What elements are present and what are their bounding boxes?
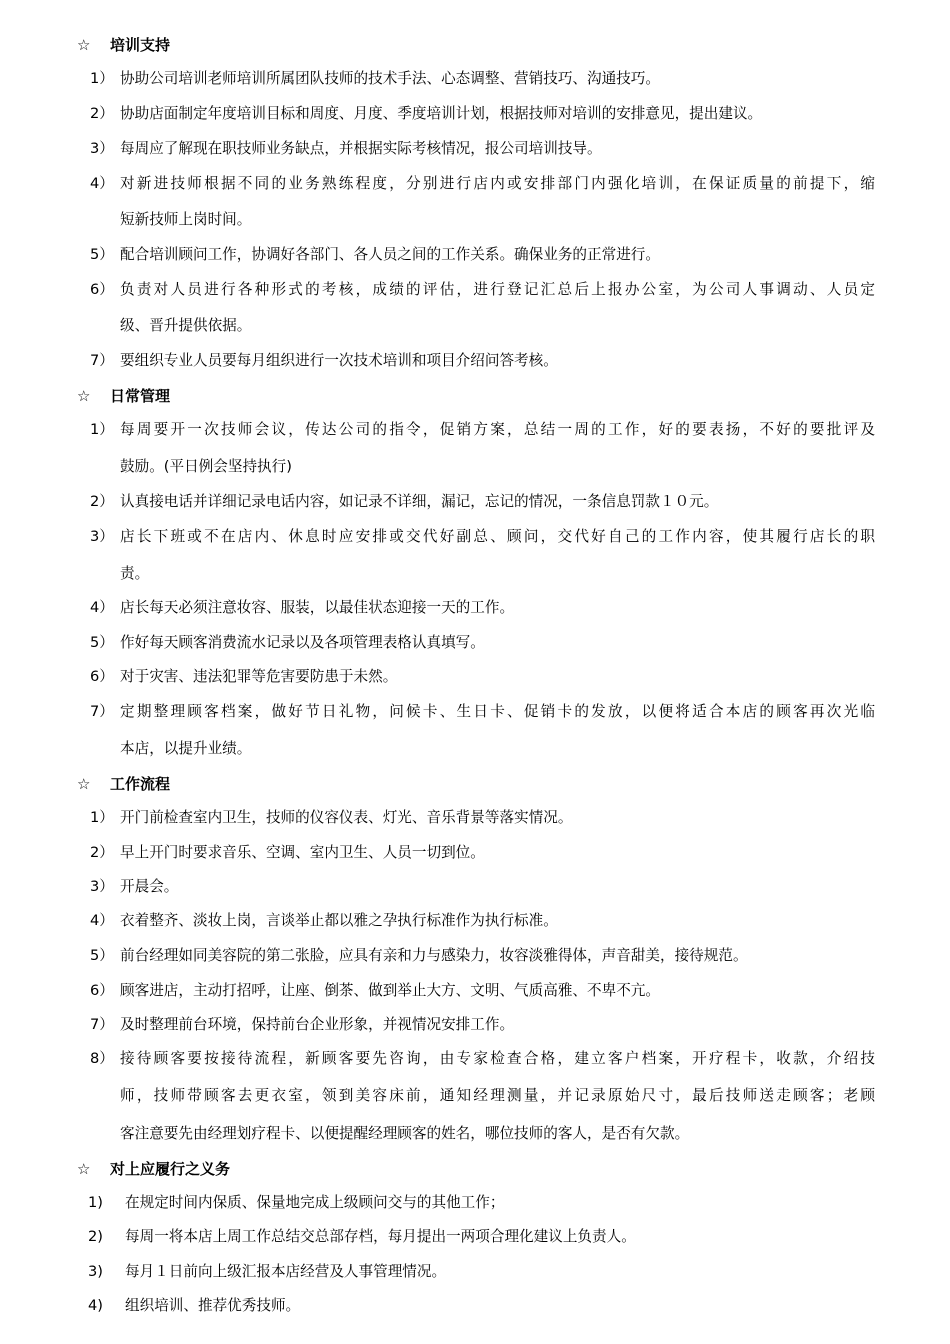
item-number: 1） [90,70,114,87]
item-text: 及时整理前台环境，保持前台企业形象，并视情况安排工作。 [120,1016,515,1033]
item-text: 每月１日前向上级汇报本店经营及人事管理情况。 [125,1263,447,1280]
section-title: 对上应履行之义务 [110,1160,231,1178]
item-text: 认真接电话并详细记录电话内容，如记录不详细，漏记，忘记的情况，一条信息罚款１０元。 [120,493,719,510]
section-heading [77,384,170,408]
star-icon: ☆ [77,1160,91,1178]
item-text: 接待顾客要按接待流程，新顾客要先咨询，由专家检查合格，建立客户档案，开疗程卡，收款，介绍技 [120,1050,875,1067]
item-text: 作好每天顾客消费流水记录以及各项管理表格认真填写。 [120,634,485,651]
item-text: 开门前检查室内卫生，技师的仪容仪表、灯光、音乐背景等落实情况。 [120,809,573,826]
item-text: 对新进技师根据不同的业务熟练程度，分别进行店内或安排部门内强化培训，在保证质量的前提下，缩 [120,175,875,192]
item-text-continued: 责。 [120,565,150,582]
item-number: 5） [90,246,114,263]
item-number: 7） [90,1016,114,1033]
section-title: 工作流程 [110,775,171,793]
item-number: 7） [90,352,114,369]
section-heading [77,1157,230,1181]
item-text-continued: 级、晋升提供依据。 [120,317,252,334]
star-icon: ☆ [77,36,91,54]
item-text: 要组织专业人员要每月组织进行一次技术培训和项目介绍问答考核。 [120,352,558,369]
item-number: 7） [90,703,114,720]
item-number: 6） [90,982,114,999]
item-number: 4） [90,175,114,192]
item-text: 每周一将本店上周工作总结交总部存档，每月提出一两项合理化建议上负责人。 [125,1228,636,1245]
item-text: 每周应了解现在职技师业务缺点，并根据实际考核情况，报公司培训技导。 [120,140,602,157]
item-text: 开晨会。 [120,878,179,895]
item-text-continued: 短新技师上岗时间。 [120,211,252,228]
item-number: 3） [90,140,114,157]
item-number: 5） [90,634,114,651]
section-title: 培训支持 [110,36,171,54]
star-icon: ☆ [77,775,91,793]
item-text: 在规定时间内保质、保量地完成上级顾问交与的其他工作； [125,1194,505,1211]
item-number: 3) [88,1263,103,1280]
item-number: 6） [90,281,114,298]
item-text-continued: 客注意要先由经理划疗程卡、以便提醒经理顾客的姓名，哪位技师的客人，是否有欠款。 [120,1125,690,1142]
item-text: 衣着整齐、淡妆上岗，言谈举止都以雅之孕执行标准作为执行标准。 [120,912,558,929]
star-icon: ☆ [77,387,91,405]
section-heading [77,33,170,57]
item-number: 1） [90,809,114,826]
section-title: 日常管理 [110,387,171,405]
item-number: 4） [90,599,114,616]
item-number: 2) [88,1228,103,1245]
item-number: 8） [90,1050,114,1067]
item-text: 前台经理如同美容院的第二张脸，应具有亲和力与感染力，妆容淡雅得体，声音甜美，接待规范。 [120,947,748,964]
item-number: 4) [88,1297,103,1314]
item-text: 店长每天必须注意妆容、服装，以最佳状态迎接一天的工作。 [120,599,515,616]
item-text: 负责对人员进行各种形式的考核，成绩的评估，进行登记汇总后上报办公室，为公司人事调动、人员定 [120,281,875,298]
item-number: 4） [90,912,114,929]
item-text-continued: 本店，以提升业绩。 [120,740,252,757]
item-number: 6） [90,668,114,685]
item-number: 2） [90,493,114,510]
item-number: 5） [90,947,114,964]
item-text-continued: 师，技师带顾客去更衣室，领到美容床前，通知经理测量，并记录原始尺寸，最后技师送走顾客；老顾 [120,1087,875,1104]
item-text: 定期整理顾客档案，做好节日礼物，问候卡、生日卡、促销卡的发放，以便将适合本店的顾客再次光临 [120,703,875,720]
item-number: 1） [90,421,114,438]
item-number: 1) [88,1194,103,1211]
item-text: 每周要开一次技师会议，传达公司的指令，促销方案，总结一周的工作，好的要表扬，不好的要批评及 [120,421,875,438]
item-text: 配合培训顾问工作，协调好各部门、各人员之间的工作关系。确保业务的正常进行。 [120,246,660,263]
item-text: 组织培训、推荐优秀技师。 [125,1297,301,1314]
item-text: 早上开门时要求音乐、空调、室内卫生、人员一切到位。 [120,844,485,861]
item-number: 3） [90,528,114,545]
item-number: 3） [90,878,114,895]
item-text: 顾客进店，主动打招呼，让座、倒茶、做到举止大方、文明、气质高雅、不卑不亢。 [120,982,660,999]
item-text: 对于灾害、违法犯罪等危害要防患于未然。 [120,668,398,685]
item-number: 2） [90,844,114,861]
item-number: 2） [90,105,114,122]
item-text: 协助店面制定年度培训目标和周度、月度、季度培训计划，根据技师对培训的安排意见，提出建议。 [120,105,763,122]
item-text: 协助公司培训老师培训所属团队技师的技术手法、心态调整、营销技巧、沟通技巧。 [120,70,660,87]
section-heading [77,772,170,796]
item-text: 店长下班或不在店内、休息时应安排或交代好副总、顾问，交代好自己的工作内容，使其履行店长的职 [120,528,875,545]
item-text-continued: 鼓励。(平日例会坚持执行) [120,458,292,475]
